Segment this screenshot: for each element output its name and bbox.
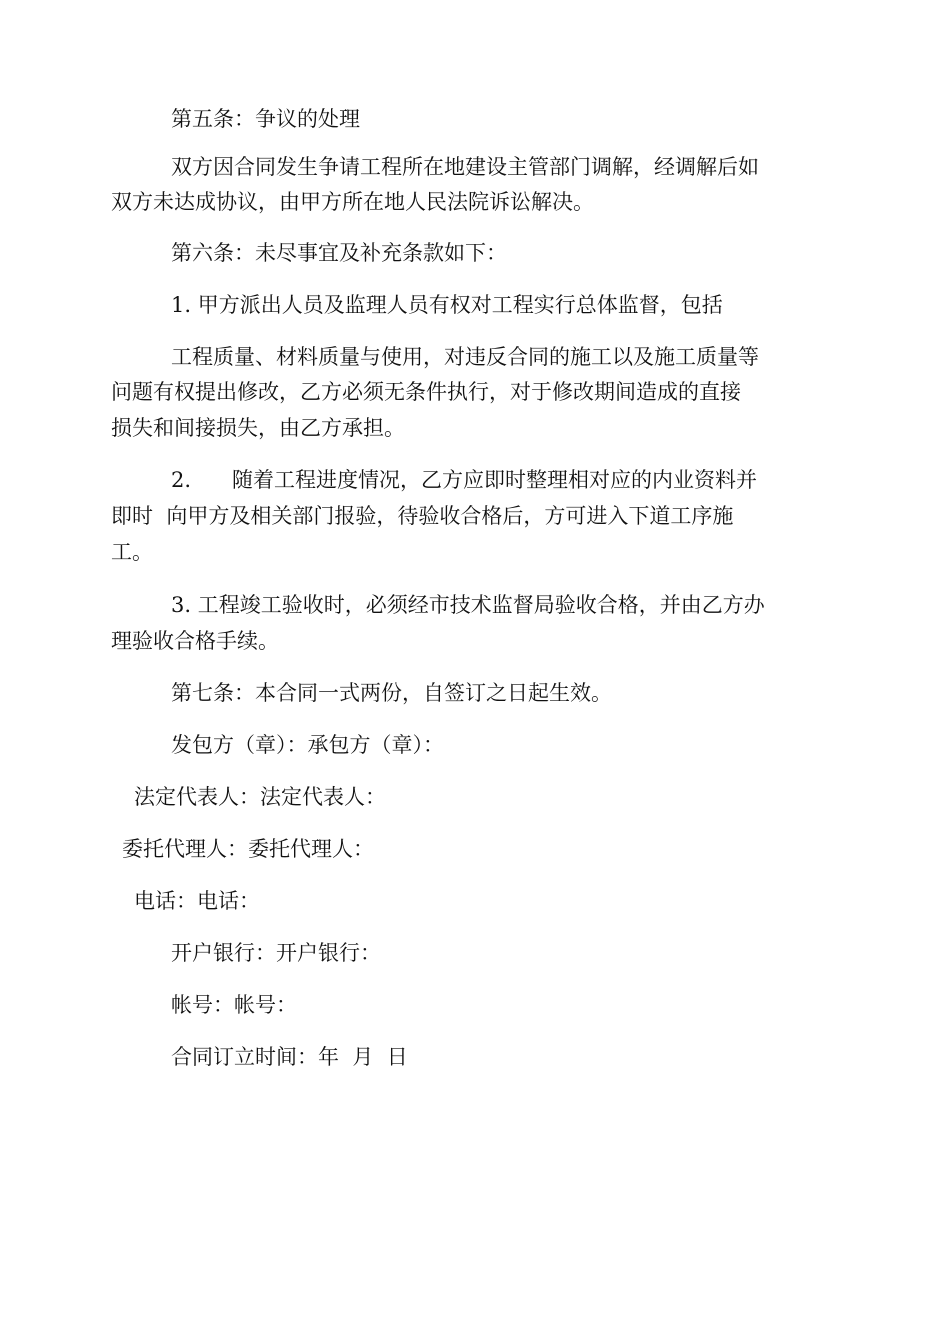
signature-account: 帐号：帐号：	[171, 993, 297, 1017]
article6-item2-line1: 随着工程进度情况，乙方应即时整理相对应的内业资料并	[232, 468, 757, 492]
article6-item3-line2: 理验收合格手续。	[111, 629, 279, 653]
article7-title: 第七条：本合同一式两份，自签订之日起生效。	[171, 681, 612, 705]
article6-item1-line3: 问题有权提出修改，乙方必须无条件执行，对于修改期间造成的直接	[111, 380, 741, 404]
article6-item3-line1: 3. 工程竣工验收时，必须经市技术监督局验收合格，并由乙方办	[171, 593, 765, 617]
article6-item2-line3: 工。	[111, 540, 153, 564]
article6-item1-line4: 损失和间接损失，由乙方承担。	[111, 416, 405, 440]
signature-date: 合同订立时间：年 月 日	[171, 1045, 408, 1069]
signature-agent: 委托代理人：委托代理人：	[122, 837, 374, 861]
article6-item1-line2: 工程质量、材料质量与使用，对违反合同的施工以及施工质量等	[171, 345, 759, 369]
signature-phone: 电话：电话：	[134, 889, 260, 913]
article5-title: 第五条：争议的处理	[171, 107, 360, 131]
article6-item2-number: 2.	[171, 468, 192, 492]
article5-body-line1: 双方因合同发生争请工程所在地建设主管部门调解，经调解后如	[171, 155, 759, 179]
article5-body-line2: 双方未达成协议，由甲方所在地人民法院诉讼解决。	[111, 190, 594, 214]
signature-legal-rep: 法定代表人：法定代表人：	[134, 785, 386, 809]
article6-title: 第六条：未尽事宜及补充条款如下：	[171, 241, 507, 265]
article6-item1-line1: 1. 甲方派出人员及监理人员有权对工程实行总体监督，包括	[171, 293, 723, 317]
article6-item2-line2: 即时 向甲方及相关部门报验，待验收合格后，方可进入下道工序施	[111, 504, 734, 528]
signature-parties: 发包方（章）：承包方（章）：	[171, 733, 444, 757]
signature-bank: 开户银行：开户银行：	[171, 941, 381, 965]
